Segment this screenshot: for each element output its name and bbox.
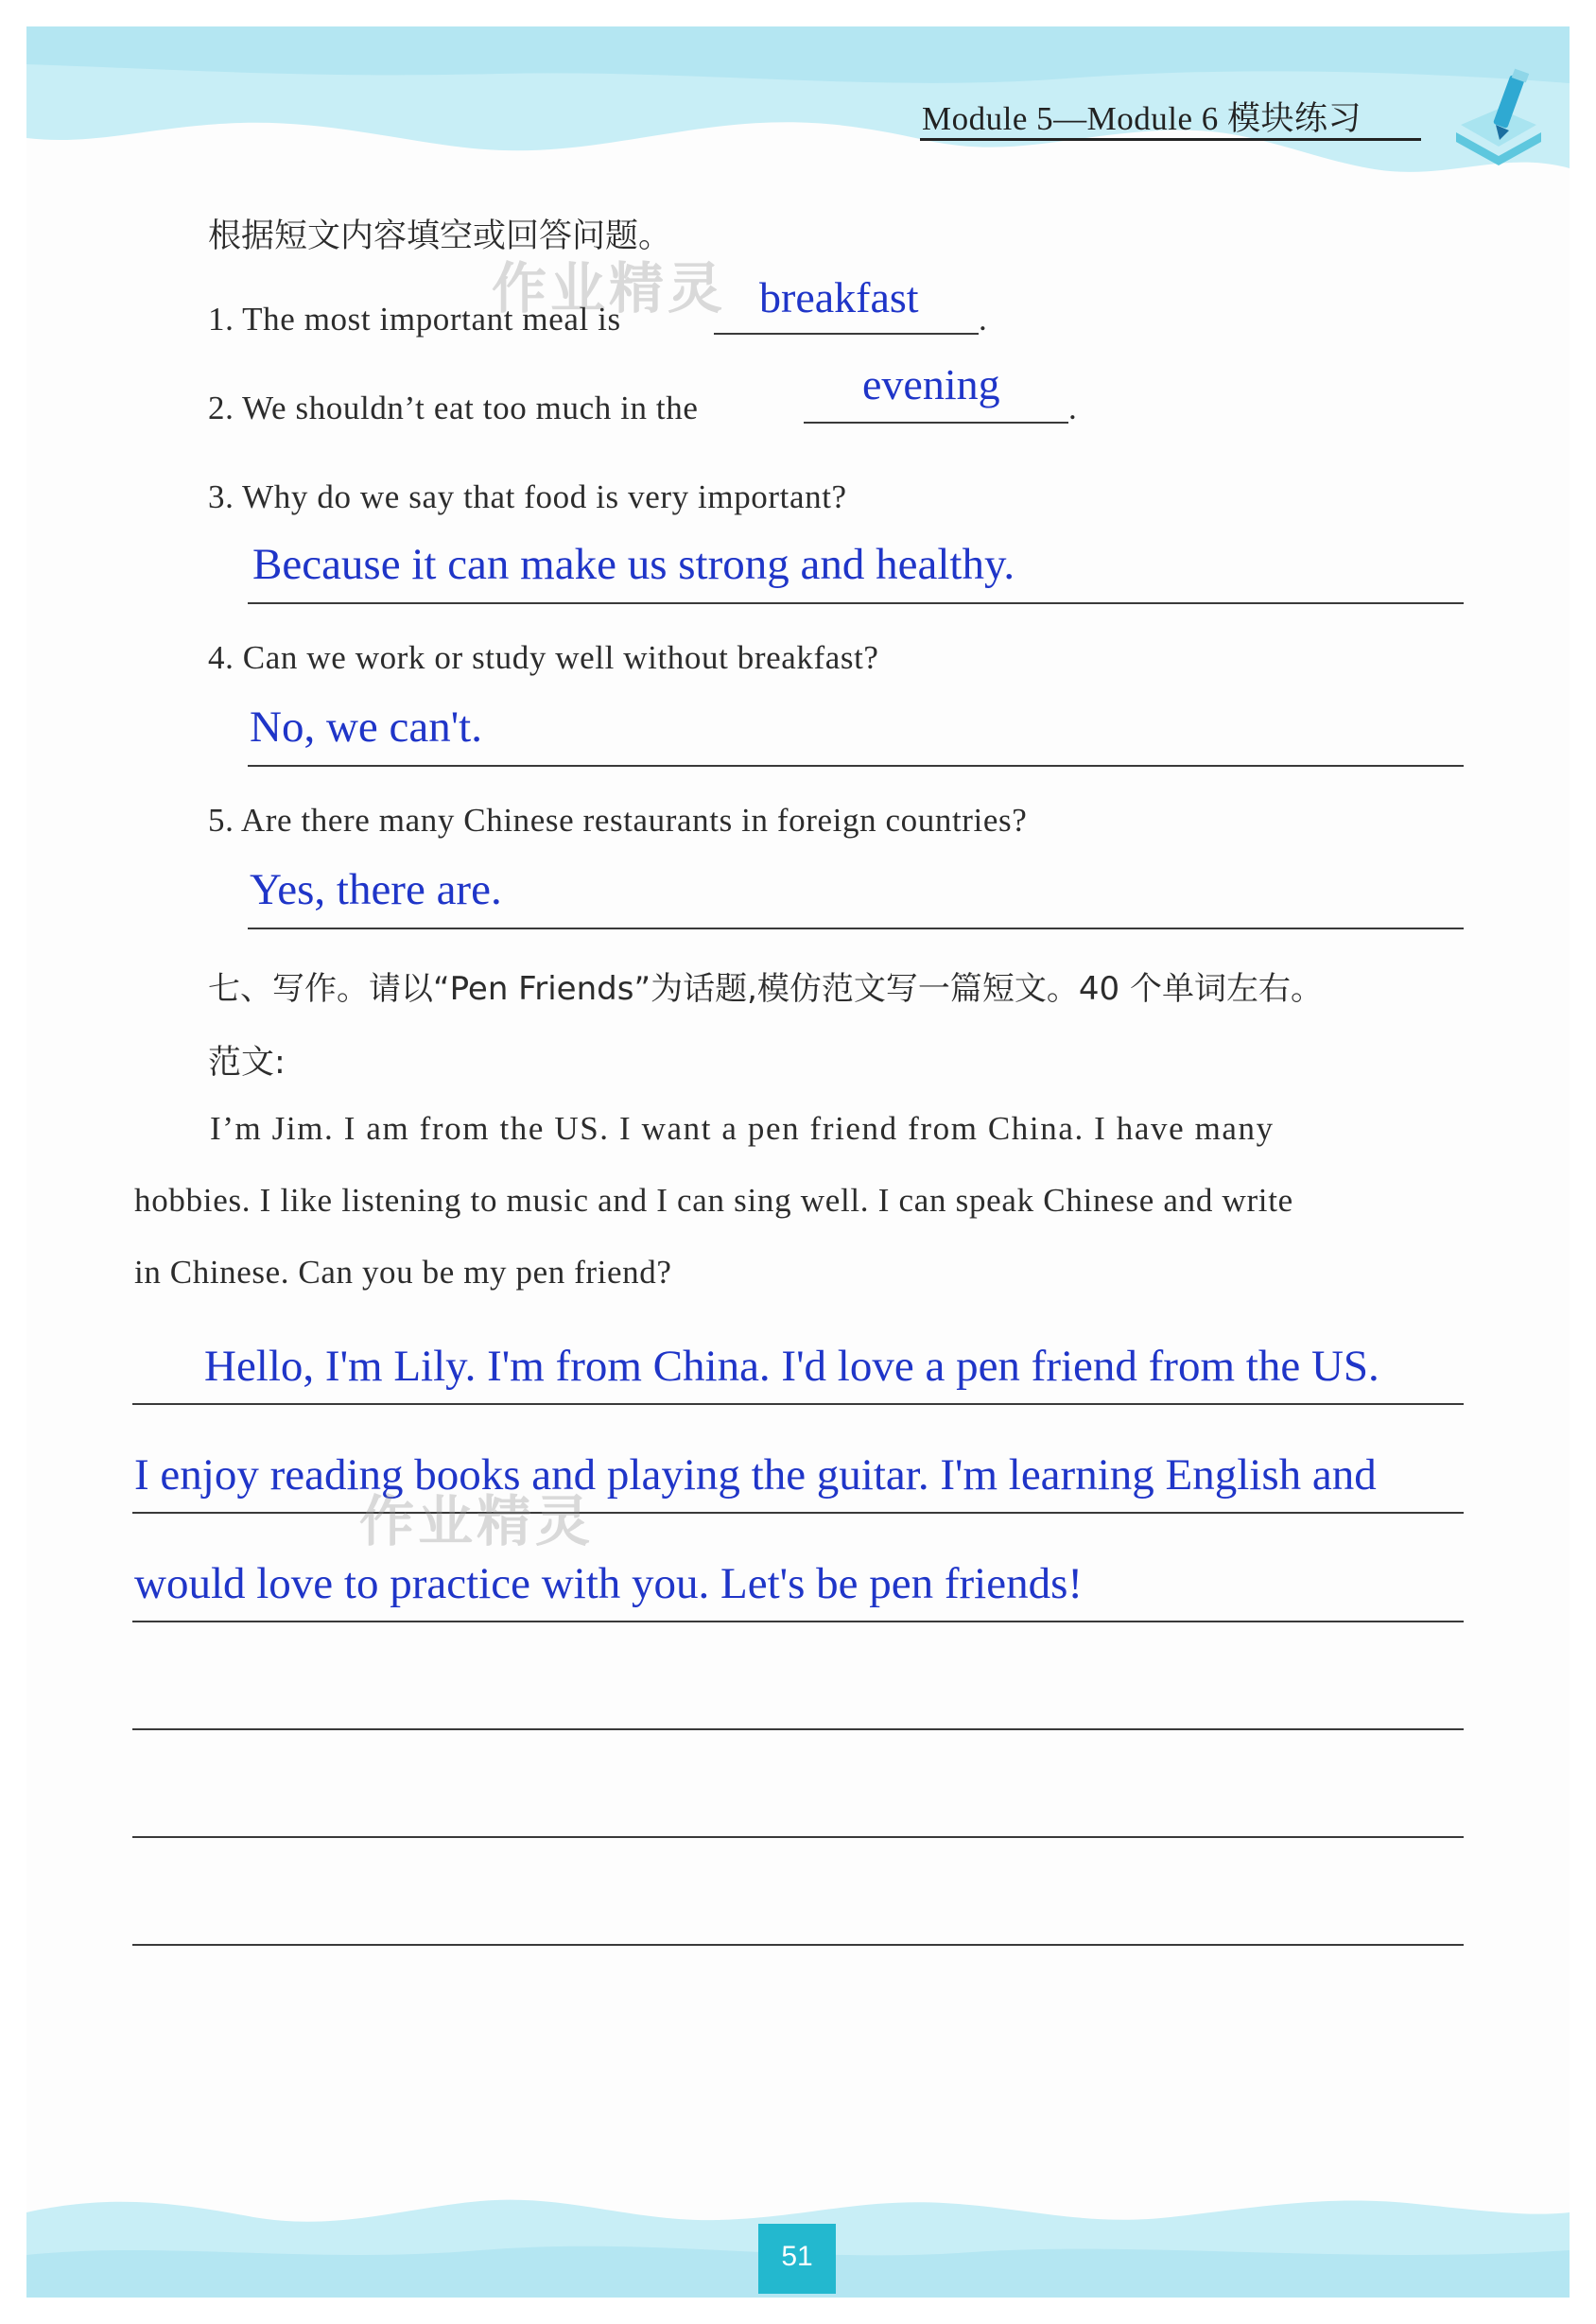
q1-answer: breakfast	[759, 273, 919, 321]
model-line-1: I’m Jim. I am from the US. I want a pen friend from China. I have many	[210, 1110, 1275, 1147]
q3-answer-line	[248, 602, 1464, 604]
q5-question: 5. Are there many Chinese restaurants in foreign countries?	[208, 802, 1028, 839]
workbook-page	[26, 26, 1570, 2298]
pencil-book-icon	[1447, 66, 1551, 170]
q3-question: 3. Why do we say that food is very important?	[208, 478, 847, 515]
q2-suffix: .	[1068, 390, 1078, 426]
model-line-2: hobbies. I like listening to music and I can sing well. I can speak Chinese and write	[134, 1182, 1293, 1219]
section7-instruction: 七、写作。请以“Pen Friends”为话题,模仿范文写一篇短文。40 个单词左右。	[208, 970, 1323, 1008]
page-number: 51	[781, 2241, 813, 2272]
q1-blank	[714, 333, 979, 335]
q5-answer: Yes, there are.	[250, 865, 502, 914]
section6-instruction: 根据短文内容填空或回答问题。	[208, 217, 672, 255]
model-line-3: in Chinese. Can you be my pen friend?	[134, 1254, 672, 1291]
writing-line-6	[132, 1944, 1464, 1946]
q3-answer: Because it can make us strong and healthy.	[252, 540, 1015, 589]
q2-prefix: 2. We shouldn’t eat too much in the	[208, 390, 699, 426]
watermark-2: 作业精灵	[359, 1489, 595, 1553]
writing-line-2	[132, 1512, 1464, 1514]
q1-prefix: 1. The most important meal is	[208, 301, 621, 338]
q4-answer-line	[248, 765, 1464, 767]
title-underline	[920, 138, 1421, 141]
model-label: 范文:	[208, 1044, 286, 1082]
writing-line-5	[132, 1836, 1464, 1838]
essay-line-2: I enjoy reading books and playing the guitar. I'm learning English and	[134, 1450, 1377, 1500]
q5-answer-line	[248, 928, 1464, 929]
q2-blank	[804, 422, 1068, 424]
q2-answer: evening	[862, 360, 1000, 408]
essay-line-3: would love to practice with you. Let's be pen friends!	[134, 1559, 1084, 1608]
writing-line-3	[132, 1621, 1464, 1622]
q4-answer: No, we can't.	[250, 702, 482, 752]
q4-question: 4. Can we work or study well without breakfast?	[208, 639, 879, 676]
essay-line-1: Hello, I'm Lily. I'm from China. I'd love a pen friend from the US.	[204, 1342, 1379, 1391]
watermark: 作业精灵	[492, 256, 727, 321]
writing-line-4	[132, 1728, 1464, 1730]
module-title: Module 5—Module 6 模块练习	[922, 100, 1362, 137]
q1-suffix: .	[979, 301, 988, 338]
writing-line-1	[132, 1403, 1464, 1405]
